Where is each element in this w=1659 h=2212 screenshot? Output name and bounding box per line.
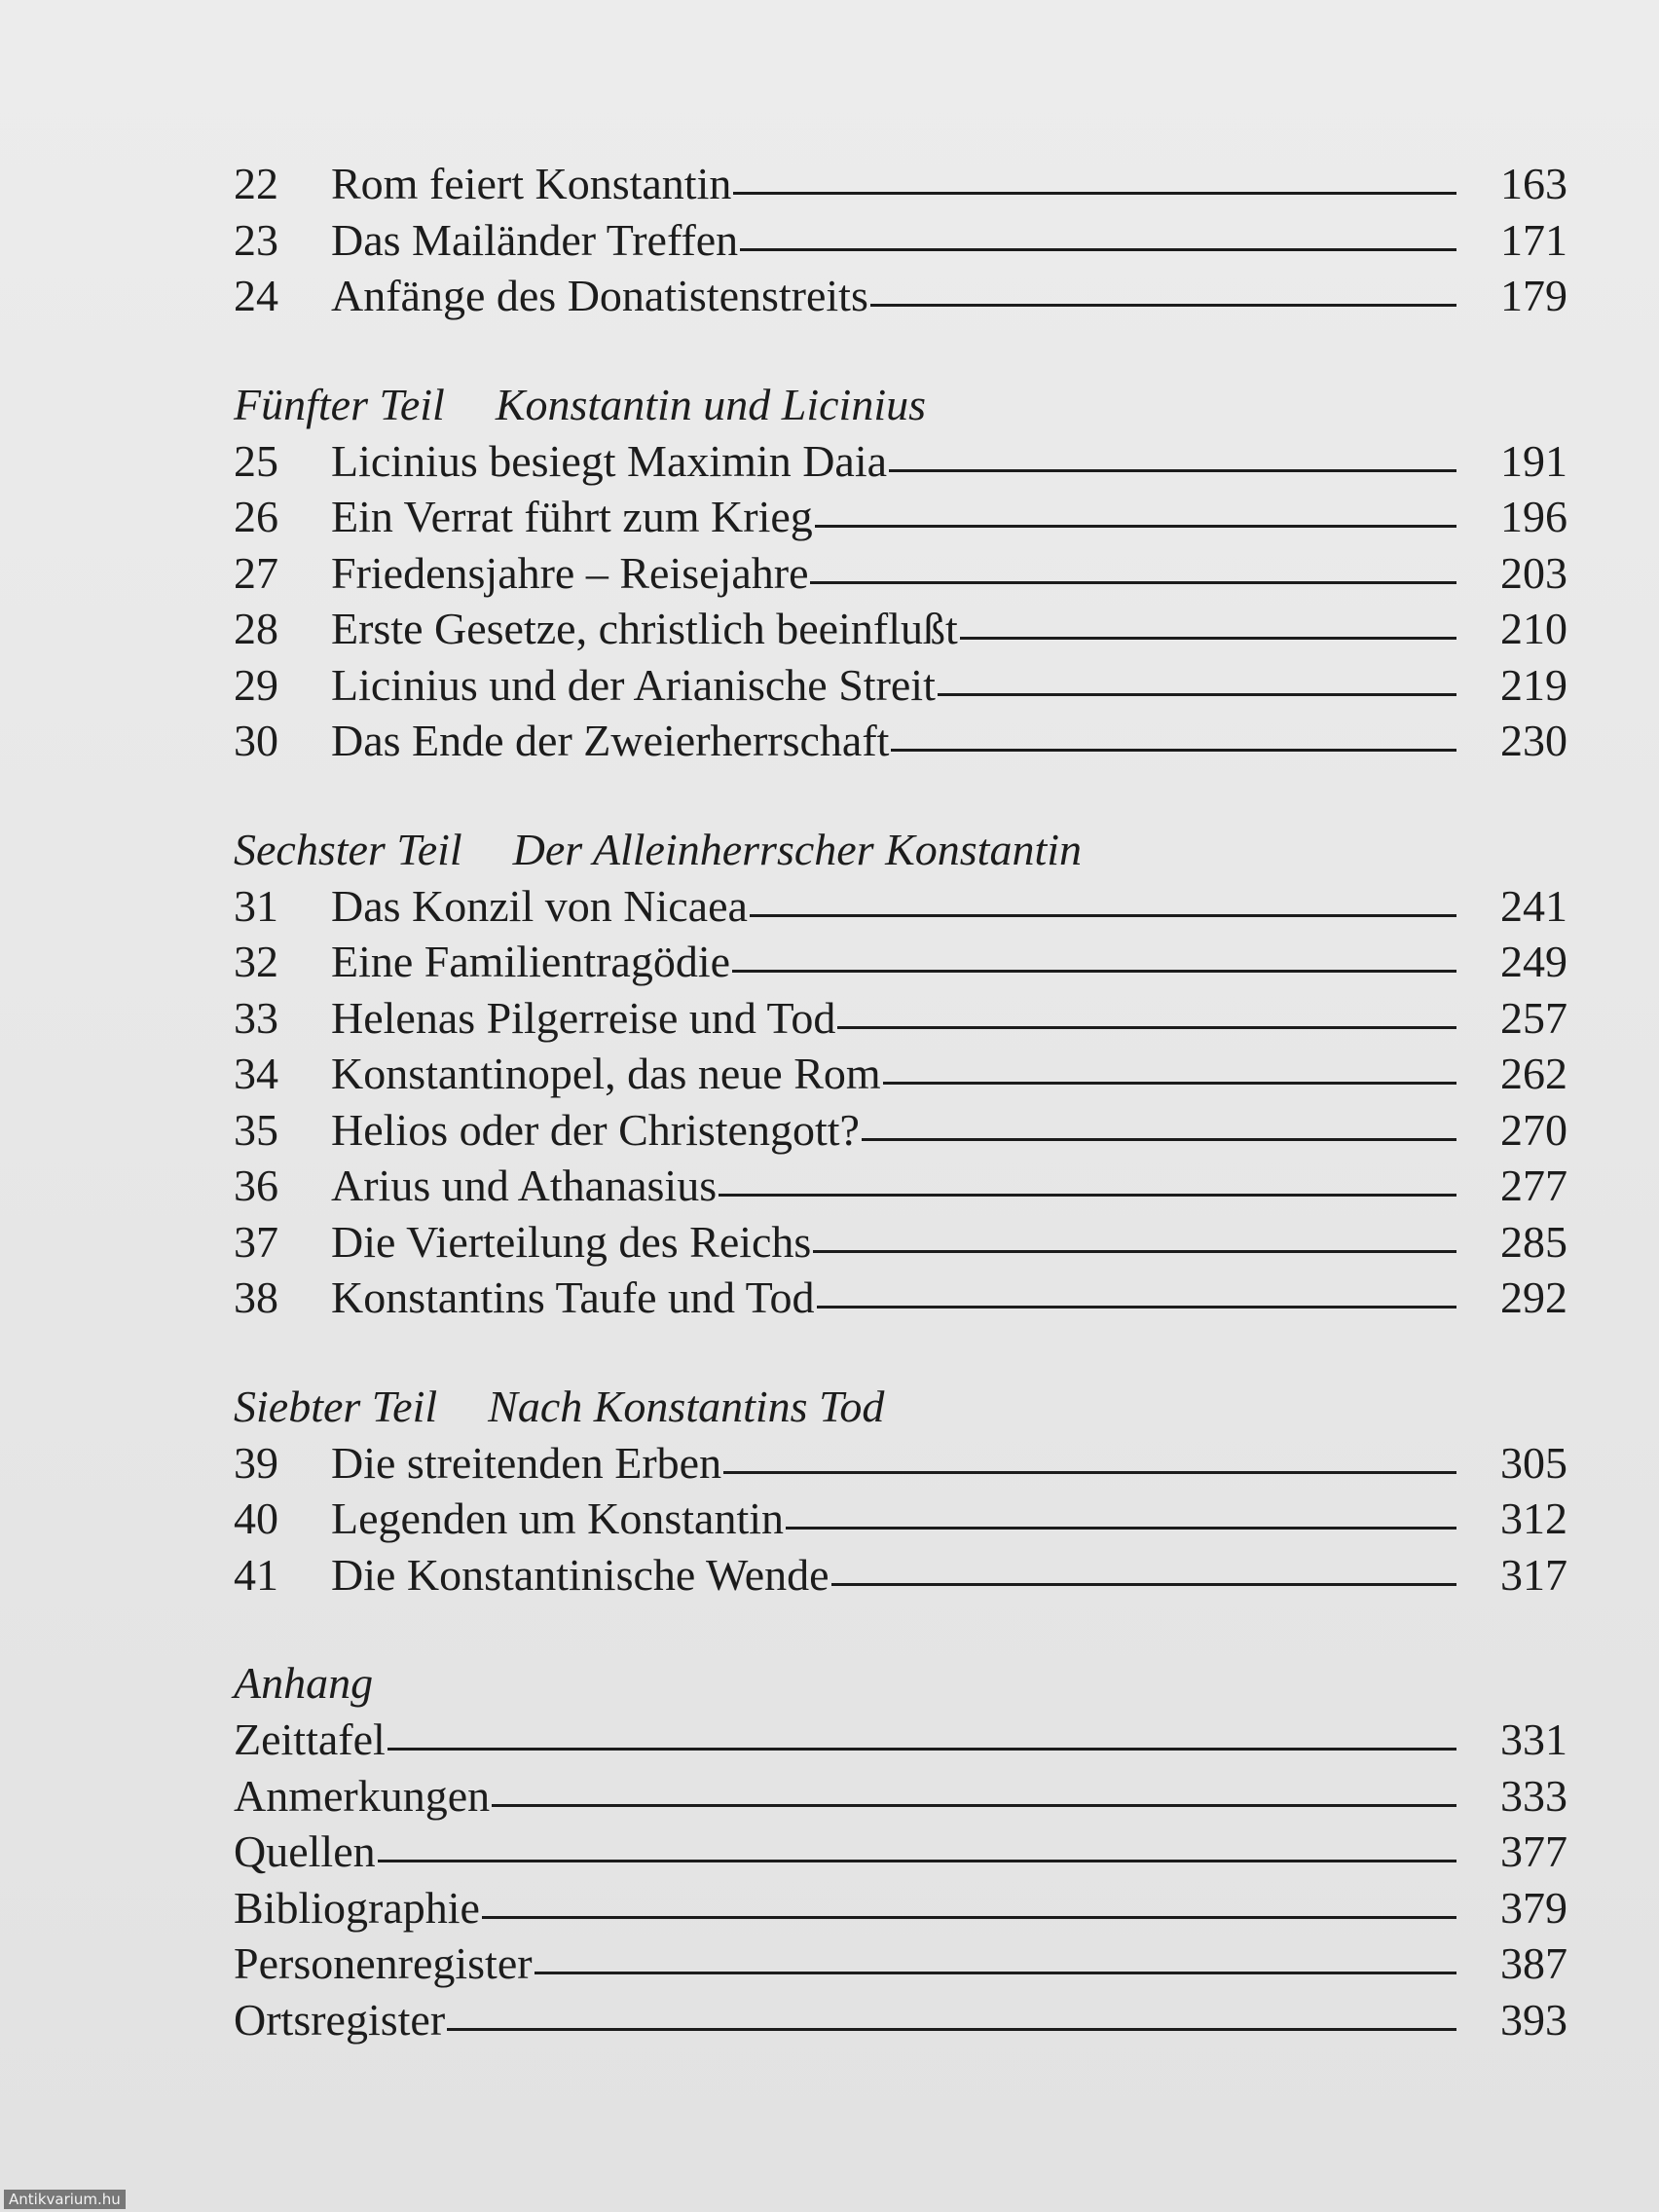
chapter-number: 23: [234, 214, 278, 265]
toc-section: [234, 156, 1567, 324]
page-number: 203: [1500, 547, 1567, 598]
section-heading: [234, 1379, 1567, 1435]
page-number: 219: [1500, 659, 1567, 710]
toc-entry[interactable]: [234, 878, 1567, 935]
page-number: 379: [1500, 1882, 1567, 1933]
chapter-title: Das Mailänder Treffen: [331, 214, 739, 265]
chapter-number: 34: [234, 1049, 278, 1098]
appendix-heading: Anhang: [234, 1658, 374, 1708]
chapter-number: 29: [234, 659, 278, 710]
chapter-number: 31: [234, 880, 278, 931]
toc-section: [234, 1379, 1567, 1604]
chapter-title: Legenden um Konstantin: [331, 1493, 785, 1543]
section-part-label: Siebter Teil: [234, 1381, 438, 1431]
page-number: 171: [1500, 214, 1567, 265]
chapter-title: Licinius und der Arianische Streit: [331, 659, 936, 710]
page-number: 285: [1500, 1216, 1567, 1267]
page-number: 163: [1500, 159, 1567, 208]
page-number: 191: [1500, 435, 1567, 486]
toc-entry[interactable]: [234, 990, 1567, 1047]
leader-line: [378, 1860, 1456, 1862]
chapter-number: 22: [234, 159, 278, 208]
leader-line: [870, 304, 1456, 307]
appendix-entry[interactable]: [234, 1712, 1567, 1768]
page-number: 292: [1500, 1272, 1567, 1322]
page-number: 312: [1500, 1493, 1567, 1543]
toc-entry[interactable]: [234, 1270, 1567, 1326]
page-number: 262: [1500, 1049, 1567, 1098]
toc-entry[interactable]: [234, 1102, 1567, 1159]
page-number: 305: [1500, 1437, 1567, 1488]
toc-entry[interactable]: [234, 545, 1567, 602]
chapter-title: Konstantinopel, das neue Rom: [331, 1049, 881, 1098]
appendix-title: Personenregister: [234, 1938, 533, 1988]
chapter-number: 36: [234, 1161, 278, 1210]
chapter-title: Helios oder der Christengott?: [331, 1104, 860, 1155]
chapter-title: Rom feiert Konstantin: [331, 159, 732, 208]
page-number: 317: [1500, 1549, 1567, 1600]
leader-line: [740, 248, 1456, 251]
section-heading: [234, 822, 1567, 878]
toc-section: [234, 377, 1567, 769]
appendix-section: [234, 1655, 1567, 2047]
toc-entry[interactable]: [234, 1046, 1567, 1102]
section-heading: [234, 377, 1567, 433]
leader-line: [815, 525, 1456, 528]
appendix-entry[interactable]: [234, 1768, 1567, 1825]
chapter-title: Arius und Athanasius: [331, 1161, 718, 1210]
chapter-title: Das Ende der Zweierherrschaft: [331, 716, 890, 765]
page-number: 196: [1500, 492, 1567, 541]
leader-line: [862, 1138, 1456, 1141]
section-title: Der Alleinherrscher Konstantin: [512, 824, 1083, 874]
leader-line: [719, 1194, 1456, 1197]
leader-line: [810, 581, 1456, 584]
chapter-number: 26: [234, 492, 278, 541]
toc-section: [234, 822, 1567, 1326]
toc-entry[interactable]: [234, 1158, 1567, 1214]
leader-line: [732, 970, 1456, 973]
appendix-title: Ortsregister: [234, 1994, 446, 2045]
section-part-label: Fünfter Teil: [234, 379, 445, 429]
chapter-number: 25: [234, 435, 278, 486]
leader-line: [387, 1748, 1456, 1751]
page-number: 393: [1500, 1994, 1567, 2045]
chapter-title: Erste Gesetze, christlich beeinflußt: [331, 604, 958, 653]
chapter-number: 38: [234, 1272, 278, 1322]
toc-entry[interactable]: [234, 1547, 1567, 1604]
chapter-title: Die Vierteilung des Reichs: [331, 1216, 812, 1267]
chapter-title: Die Konstantinische Wende: [331, 1549, 830, 1600]
leader-line: [492, 1804, 1456, 1807]
page-number: 387: [1500, 1938, 1567, 1988]
toc-entry[interactable]: [234, 601, 1567, 657]
page-number: 179: [1500, 271, 1567, 320]
chapter-number: 35: [234, 1104, 278, 1155]
page-number: 210: [1500, 604, 1567, 653]
chapter-number: 37: [234, 1216, 278, 1267]
toc-entry[interactable]: [234, 433, 1567, 490]
leader-line: [891, 749, 1456, 752]
chapter-number: 40: [234, 1493, 278, 1543]
leader-line: [889, 469, 1456, 472]
page-number: 377: [1500, 1826, 1567, 1876]
toc-entry[interactable]: [234, 268, 1567, 324]
chapter-title: Eine Familientragödie: [331, 937, 731, 986]
chapter-title: Die streitenden Erben: [331, 1437, 722, 1488]
appendix-entry[interactable]: [234, 1992, 1567, 2048]
chapter-title: Ein Verrat führt zum Krieg: [331, 492, 813, 541]
leader-line: [750, 914, 1456, 917]
appendix-entry[interactable]: [234, 1880, 1567, 1936]
chapter-number: 39: [234, 1437, 278, 1488]
toc-entry[interactable]: [234, 1214, 1567, 1271]
page-number: 331: [1500, 1714, 1567, 1764]
page-number: 277: [1500, 1161, 1567, 1210]
leader-line: [837, 1026, 1456, 1029]
leader-line: [817, 1306, 1456, 1309]
leader-line: [938, 693, 1456, 696]
toc-entry[interactable]: [234, 1435, 1567, 1492]
appendix-entry[interactable]: [234, 1936, 1567, 1992]
appendix-title: Anmerkungen: [234, 1770, 491, 1821]
page-number: 230: [1500, 716, 1567, 765]
chapter-number: 24: [234, 271, 278, 320]
chapter-number: 32: [234, 937, 278, 986]
toc-entry[interactable]: [234, 1491, 1567, 1547]
appendix-title: Quellen: [234, 1826, 376, 1876]
toc-entry[interactable]: [234, 934, 1567, 990]
page-number: 249: [1500, 937, 1567, 986]
appendix-entry[interactable]: [234, 1824, 1567, 1880]
chapter-number: 27: [234, 547, 278, 598]
chapter-number: 33: [234, 992, 278, 1043]
section-title: Konstantin und Licinius: [495, 379, 926, 429]
leader-line: [960, 637, 1456, 640]
page-number: 270: [1500, 1104, 1567, 1155]
leader-line: [813, 1250, 1456, 1253]
appendix-title: Zeittafel: [234, 1714, 386, 1764]
chapter-title: Helenas Pilgerreise und Tod: [331, 992, 836, 1043]
appendix-title: Bibliographie: [234, 1882, 480, 1933]
leader-line: [535, 1972, 1456, 1974]
section-title: Nach Konstantins Tod: [488, 1381, 885, 1431]
toc-entry[interactable]: [234, 489, 1567, 545]
chapter-title: Konstantins Taufe und Tod: [331, 1272, 815, 1322]
leader-line: [447, 2028, 1456, 2031]
leader-line: [786, 1527, 1456, 1530]
chapter-number: 30: [234, 716, 278, 765]
toc-entry[interactable]: [234, 713, 1567, 769]
chapter-title: Licinius besiegt Maximin Daia: [331, 435, 888, 486]
chapter-title: Das Konzil von Nicaea: [331, 880, 748, 931]
leader-line: [482, 1916, 1456, 1919]
chapter-number: 28: [234, 604, 278, 653]
chapter-title: Anfänge des Donatistenstreits: [331, 271, 868, 320]
toc-entry[interactable]: [234, 156, 1567, 212]
leader-line: [883, 1082, 1456, 1085]
table-of-contents: [234, 156, 1567, 2100]
page-number: 257: [1500, 992, 1567, 1043]
section-part-label: Sechster Teil: [234, 824, 462, 874]
leader-line: [733, 192, 1456, 195]
leader-line: [831, 1583, 1456, 1586]
page-number: 333: [1500, 1770, 1567, 1821]
chapter-number: 41: [234, 1549, 278, 1600]
leader-line: [723, 1471, 1456, 1474]
page-number: 241: [1500, 880, 1567, 931]
watermark: Antikvarium.hu: [4, 2190, 126, 2209]
toc-entry[interactable]: [234, 212, 1567, 269]
chapter-title: Friedensjahre – Reisejahre: [331, 547, 809, 598]
toc-entry[interactable]: [234, 657, 1567, 714]
